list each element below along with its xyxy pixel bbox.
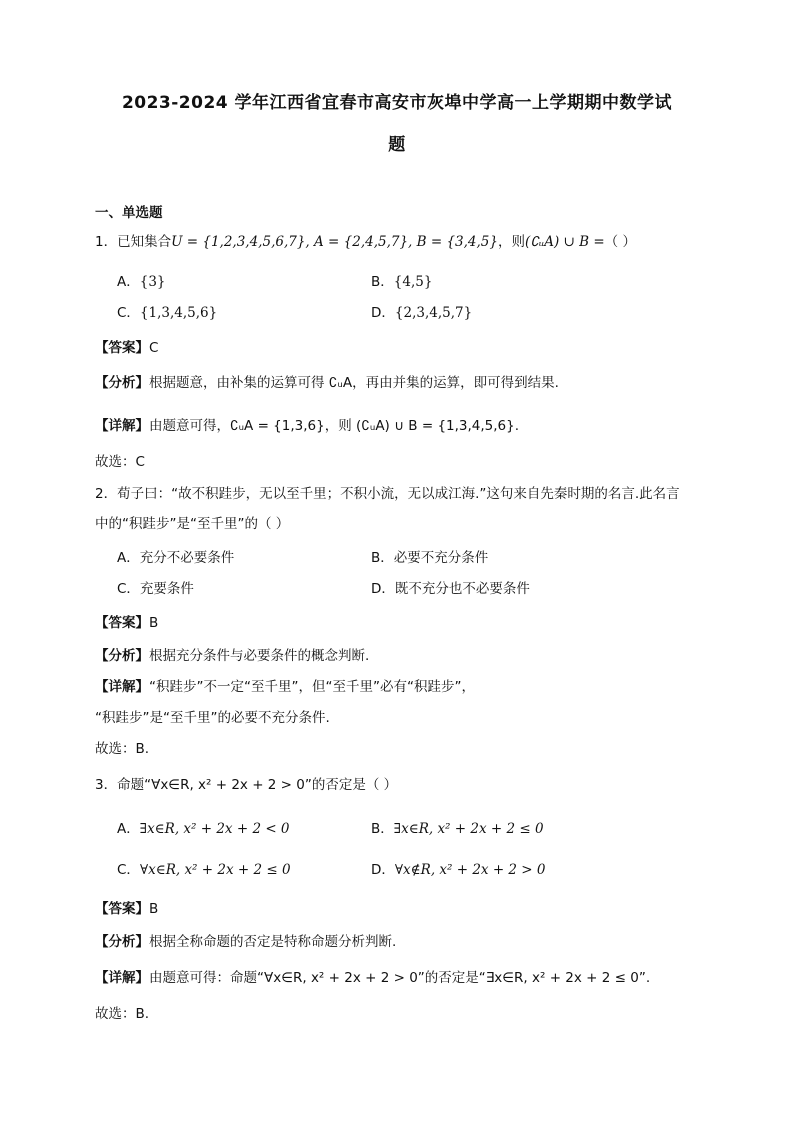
q1-stem <box>95 232 636 252</box>
q3-option-a: A．∃x∈R, x² + 2x + 2 < 0 <box>117 821 290 837</box>
q3-option-c: C．∀x∈R, x² + 2x + 2 ≤ 0 <box>117 862 291 878</box>
q2-analysis: 【分析】根据充分条件与必要条件的概念判断. <box>95 648 370 664</box>
q3-detail: 【详解】由题意可得：命题“∀x∈R, x² + 2x + 2 > 0”的否定是“∃x∈R, x² + 2x + 2 ≤ 0”. <box>95 970 651 986</box>
q3-answer: 【答案】B <box>95 901 159 917</box>
q3-conclusion: 故选：B. <box>95 1006 150 1022</box>
q1-conclusion: 故选：C <box>95 454 145 470</box>
q2-detail-line-1: 【详解】“积跬步”不一定“至千里”，但“至千里”必有“积跬步”， <box>95 679 475 695</box>
q1-stem-math: U = {1,2,3,4,5,6,7}, A = {2,4,5,7}, B = {3,4,5} <box>171 234 498 250</box>
section-heading: 一、单选题 <box>95 205 163 221</box>
q3-option-d: D．∀x∉R, x² + 2x + 2 > 0 <box>371 862 546 878</box>
q2-stem-line-2: 中的“积跬步”是“至千里”的（ ） <box>95 516 290 532</box>
q2-option-b: B．必要不充分条件 <box>371 550 489 566</box>
q1-option-c: C．{1,3,4,5,6} <box>117 305 218 321</box>
q2-stem-line-1: 2．荀子曰：“故不积跬步，无以至千里；不积小流，无以成江海.”这句来自先秦时期的名言.此名言 <box>95 486 680 502</box>
q3-analysis: 【分析】根据全称命题的否定是特称命题分析判断. <box>95 934 397 950</box>
q1-answer: 【答案】C <box>95 340 159 356</box>
q2-conclusion: 故选：B. <box>95 741 150 757</box>
q2-option-d: D．既不充分也不必要条件 <box>371 581 530 597</box>
q2-answer: 【答案】B <box>95 615 159 631</box>
q3-option-b: B．∃x∈R, x² + 2x + 2 ≤ 0 <box>371 821 544 837</box>
q1-detail: 【详解】由题意可得，∁ᵤA = {1,3,6}，则 (∁ᵤA) ∪ B = {1,3,4,5,6}. <box>95 418 520 434</box>
q1-stem-suffix: （ ） <box>604 234 636 250</box>
q2-detail-line-2: “积跬步”是“至千里”的必要不充分条件. <box>95 710 330 726</box>
q2-option-c: C．充要条件 <box>117 581 194 597</box>
q1-stem-prefix: 1．已知集合 <box>95 234 172 250</box>
document-title-line-1: 2023-2024 学年江西省宜春市高安市灰埠中学高一上学期期中数学试 <box>121 93 673 113</box>
q1-analysis: 【分析】根据题意，由补集的运算可得 ∁ᵤA，再由并集的运算，即可得到结果. <box>95 375 559 391</box>
q2-option-a: A．充分不必要条件 <box>117 550 235 566</box>
q3-stem: 3．命题“∀x∈R, x² + 2x + 2 > 0”的否定是（ ） <box>95 777 398 793</box>
q1-option-d: D．{2,3,4,5,7} <box>371 305 473 321</box>
document-title-line-2: 题 <box>388 135 406 155</box>
q1-option-a: A．{3} <box>117 274 166 290</box>
q1-stem-math2: (∁ᵤA) ∪ B = <box>524 234 605 250</box>
q1-option-b: B．{4,5} <box>371 274 433 290</box>
q1-stem-mid: ，则 <box>497 234 525 250</box>
